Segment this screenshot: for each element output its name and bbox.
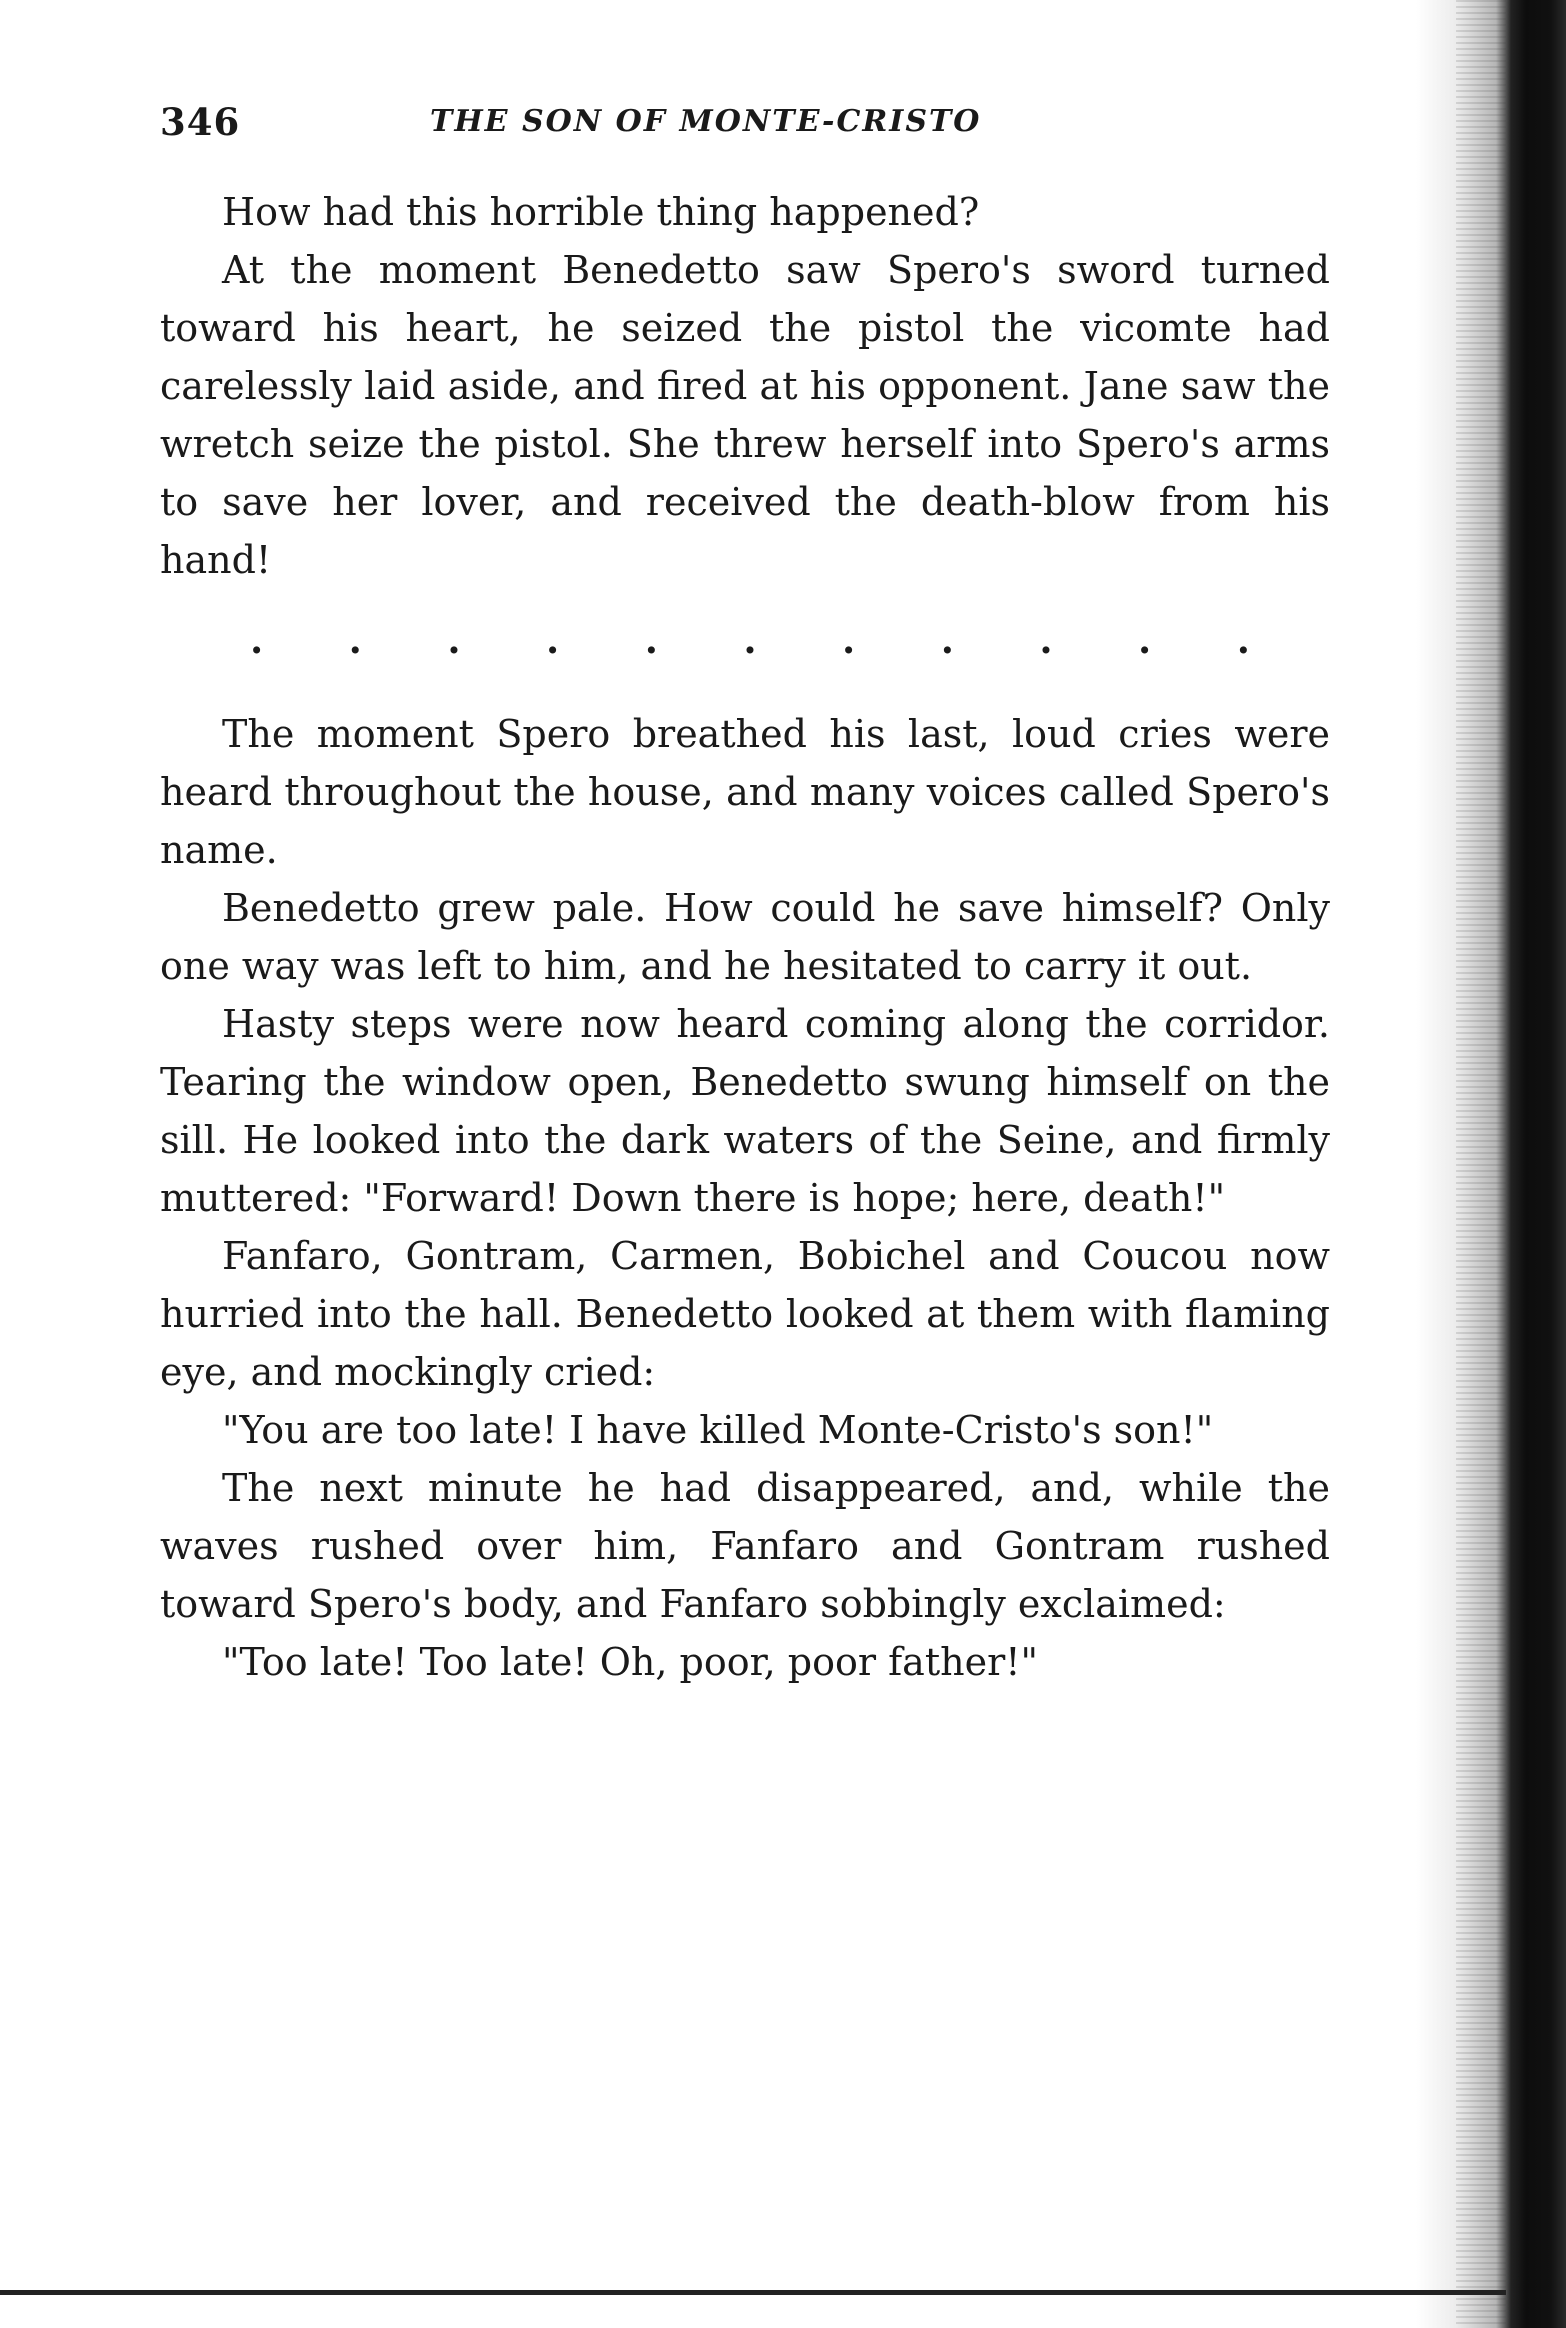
paragraph: Hasty steps were now heard coming along the corridor. Tearing the window open, Benedetto swung himself on the sill. He looked into the dark waters of the Seine, and firmly muttered: "Forward! Down there is hope; here, death!"	[160, 1002, 1330, 1220]
paragraph: "Too late! Too late! Oh, poor, poor father!"	[222, 1640, 1038, 1684]
section-break-dot: .	[1236, 617, 1250, 662]
paragraph: The next minute he had disappeared, and, while the waves rushed over him, Fanfaro and Gontram rushed toward Spero's body, and Fanfaro sobbingly exclaimed:	[160, 1466, 1330, 1626]
paragraph: Fanfaro, Gontram, Carmen, Bobichel and Coucou now hurried into the hall. Benedetto looked at them with flaming eye, and mockingly cried:	[160, 1234, 1330, 1394]
paragraph: How had this horrible thing happened?	[222, 190, 980, 234]
section-break-dot: .	[644, 617, 658, 662]
running-title: THE SON OF MONTE-CRISTO	[430, 104, 982, 139]
paragraph: Benedetto grew pale. How could he save himself? Only one way was left to him, and he hesitated to carry it out.	[160, 886, 1330, 988]
section-break-dot: .	[546, 617, 560, 662]
section-break-dot: .	[447, 617, 461, 662]
section-break-dot: .	[1039, 617, 1053, 662]
page-header	[160, 100, 1330, 160]
body-text	[160, 183, 1330, 1691]
section-break-dot: .	[842, 617, 856, 662]
section-break-dot: .	[743, 617, 757, 662]
bottom-rule	[0, 2290, 1506, 2295]
section-break-dot: .	[1138, 617, 1152, 662]
paragraph: "You are too late! I have killed Monte-Cristo's son!"	[222, 1408, 1214, 1452]
section-break-dots	[250, 611, 1250, 669]
page-number: 346	[160, 100, 241, 144]
paragraph: The moment Spero breathed his last, loud cries were heard throughout the house, and many voices called Spero's name.	[160, 712, 1330, 872]
paragraph: At the moment Benedetto saw Spero's sword turned toward his heart, he seized the pistol the vicomte had carelessly laid aside, and fired at his opponent. Jane saw the wretch seize the pistol. She threw herself into Spero's arms to save her lover, and received the death-blow from his hand!	[160, 248, 1330, 582]
section-break-dot: .	[250, 617, 264, 662]
section-break-dot: .	[940, 617, 954, 662]
section-break	[160, 589, 1330, 705]
binding-texture	[1456, 0, 1506, 2328]
section-break-dot: .	[348, 617, 362, 662]
